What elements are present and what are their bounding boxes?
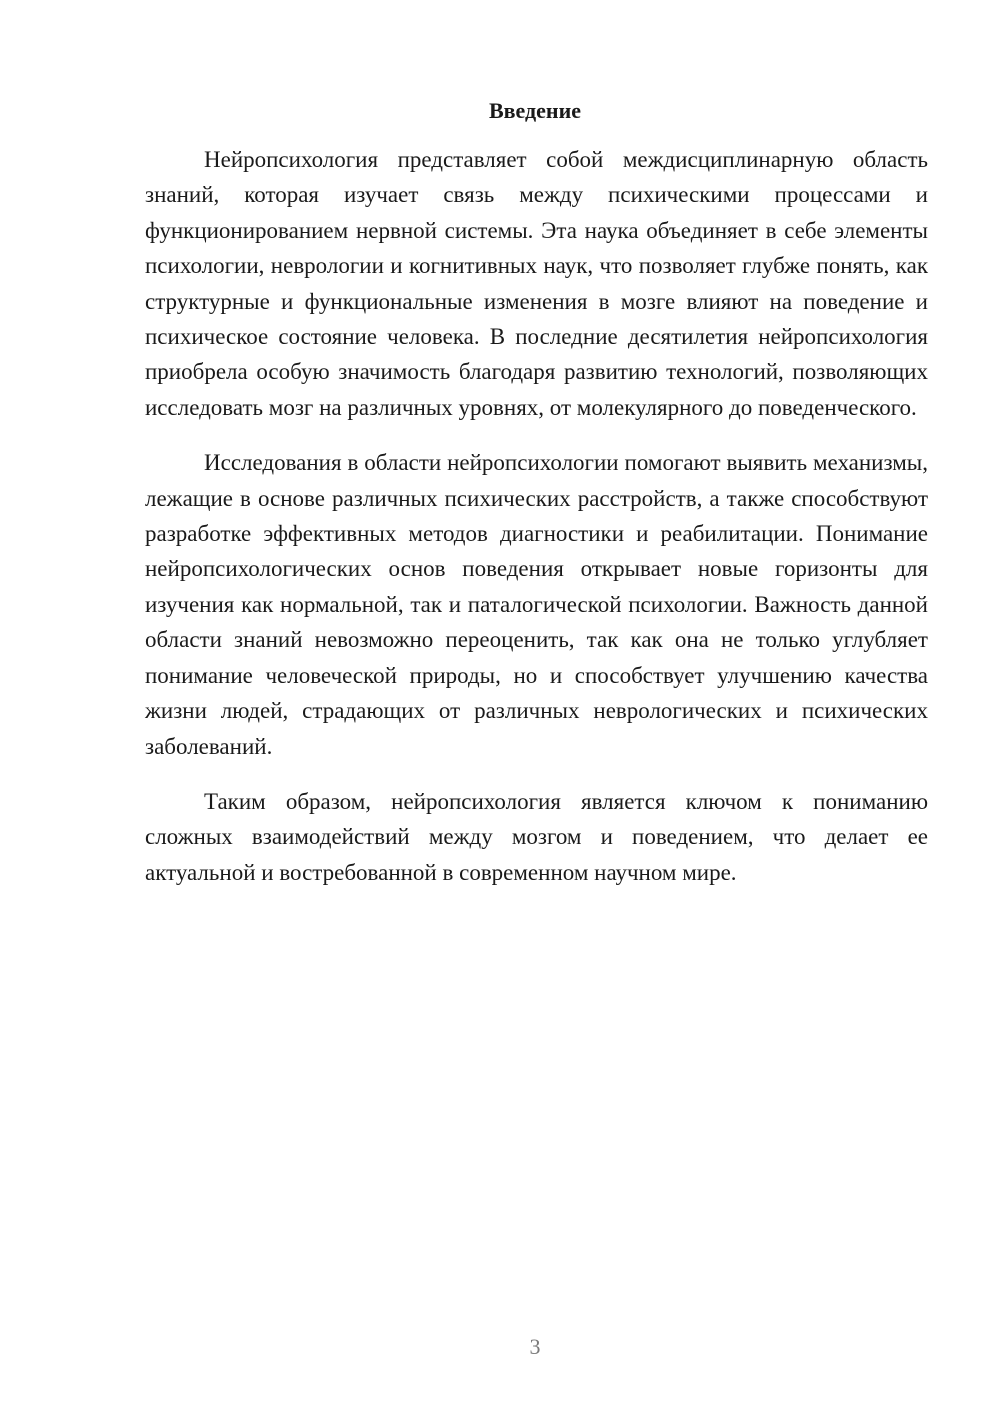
paragraph-2: Исследования в области нейропсихологии помогают выявить механизмы, лежащие в основе различных психических расстройств, а также способствуют разработке эффективных методов диагностики и реабилитации. Понимание нейропсихологических основ поведения открывает новые горизонты для изучения как нормальной, так и паталогической психологии. Важность данной области знаний невозможно переоценить, так как она не только углубляет понимание человеческой природы, но и способствует улучшению качества жизни людей, страдающих от различных неврологических и психических заболеваний. xyxy=(145,450,928,759)
paragraph-3: Таким образом, нейропсихология является ключом к пониманию сложных взаимодействий между мозгом и поведением, что делает ее актуальной и востребованной в современном научном мире. xyxy=(145,788,928,885)
body-text xyxy=(145,142,928,910)
paragraph-1: Нейропсихология представляет собой междисциплинарную область знаний, которая изучает связь между психическими процессами и функционированием нервной системы. Эта наука объединяет в себе элементы психологии, неврологии и когнитивных наук, что позволяет глубже понять, как структурные и функциональные изменения в мозге влияют на поведение и психическое состояние человека. В последние десятилетия нейропсихология приобрела особую значимость благодаря развитию технологий, позволяющих исследовать мозг на различных уровнях, от молекулярного до поведенческого. xyxy=(145,147,928,420)
section-heading: Введение xyxy=(488,98,582,123)
page-number: 3 xyxy=(529,1334,541,1359)
